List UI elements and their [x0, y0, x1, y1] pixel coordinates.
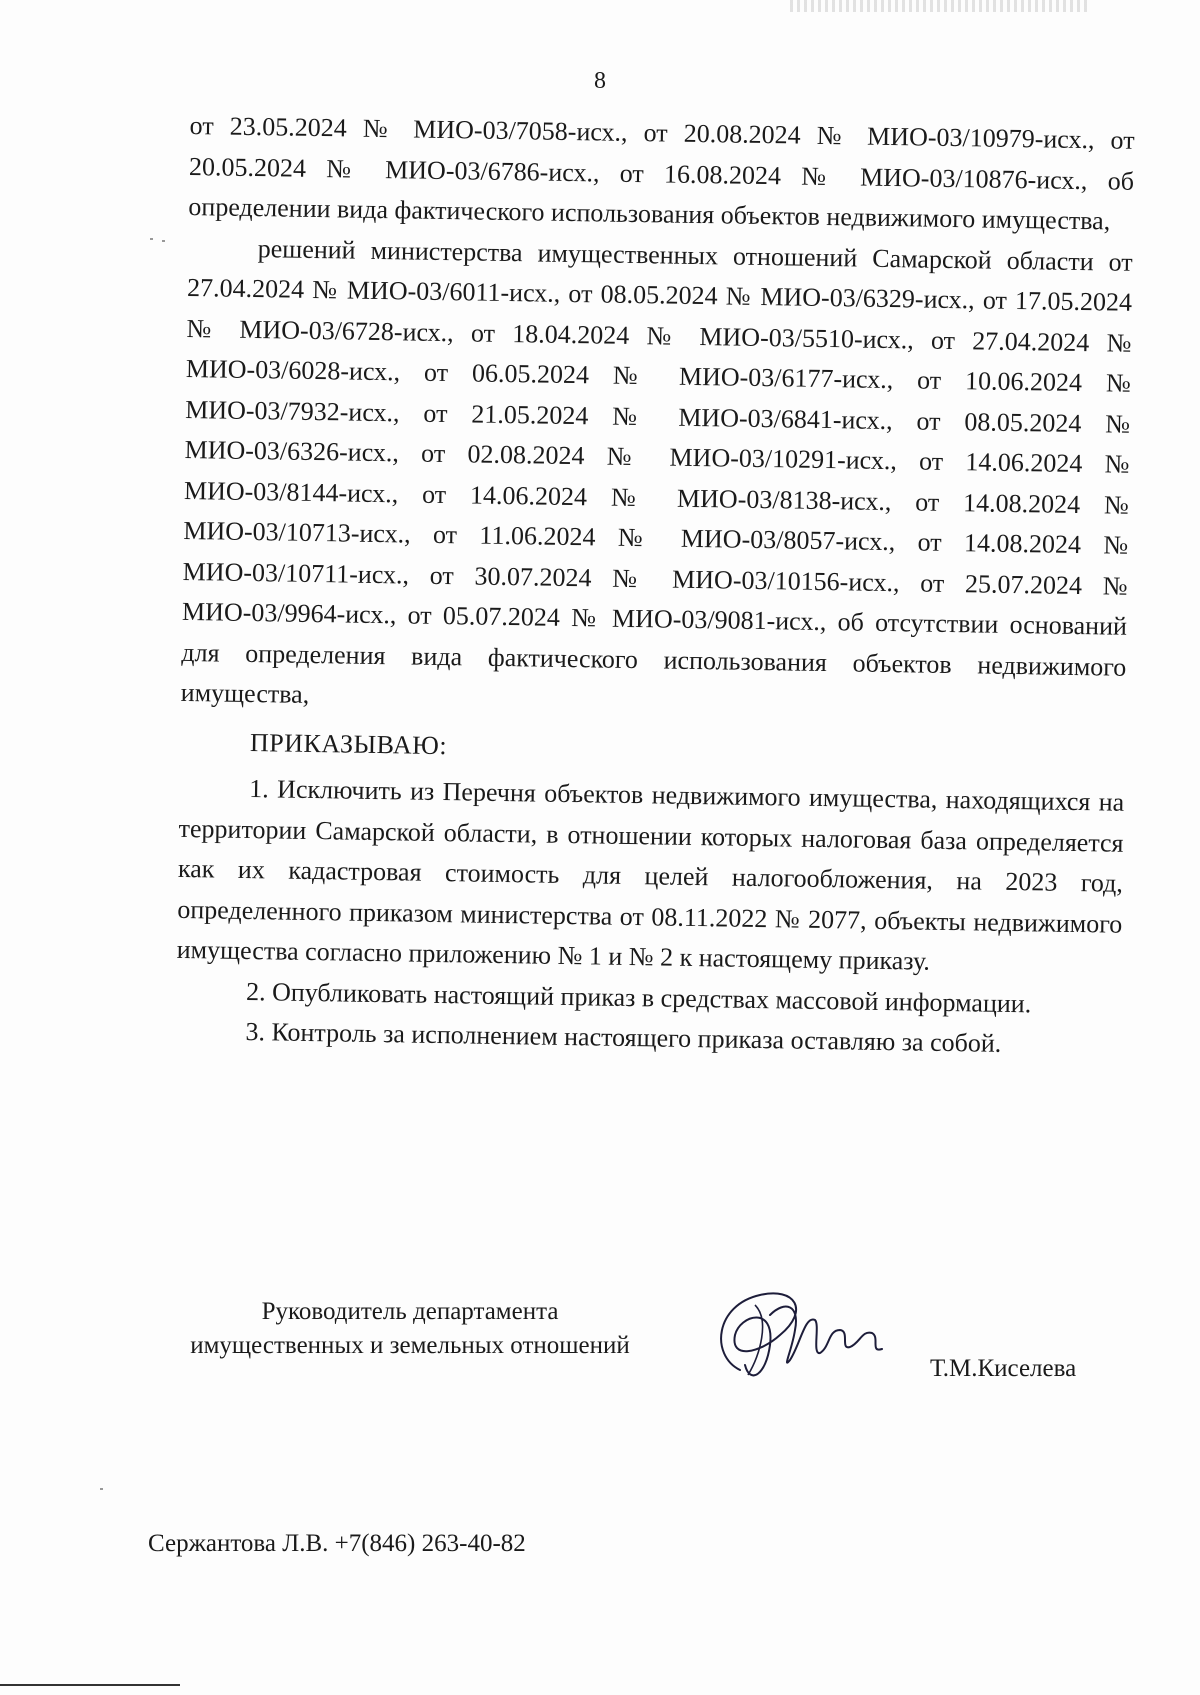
- signatory-title-line: имущественных и земельных отношений: [190, 1332, 630, 1359]
- paragraph-letters: от 23.05.2024 № МИО-03/7058-исх., от 20.08.2024 № МИО-03/10979-исх., от 20.05.2024 № МИО-03/6786-исх., от 16.08.2024 № МИО-03/10876-исх., об определении вида фактического использования объектов недвижимого имущества,: [188, 110, 1135, 236]
- item-number: 1.: [249, 774, 270, 804]
- signatory-name: Т.М.Киселева: [930, 1355, 1077, 1382]
- scan-artifact: [790, 0, 1090, 12]
- item-text: Опубликовать настоящий приказ в средствах массовой информации.: [271, 976, 1032, 1018]
- item-text: Контроль за исполнением настоящего приказа оставляю за собой.: [271, 1017, 1002, 1058]
- signature-block: [0, 1295, 1200, 1425]
- page-number: 8: [594, 68, 606, 94]
- handwritten-signature: [700, 1275, 900, 1405]
- contact-line: Сержантова Л.В. +7(846) 263-40-82: [148, 1530, 526, 1557]
- signatory-title: [150, 1295, 670, 1363]
- scan-edge-line: [0, 1684, 180, 1686]
- signatory-title-line: Руководитель департамента: [261, 1298, 559, 1325]
- scan-speck: [162, 240, 165, 242]
- scan-speck: [150, 238, 153, 240]
- order-word: ПРИКАЗЫВАЮ:: [249, 727, 448, 760]
- item-number: 3.: [245, 1016, 266, 1047]
- order-item: [176, 768, 1124, 985]
- item-number: 2.: [245, 976, 266, 1006]
- document-body: [175, 106, 1135, 1066]
- item-text: Исключить из Перечня объектов недвижимого имущества, находящихся на территории Самарской области, в отношении которых налоговая база определяется как их кадастровая стоимость для целей налогообложения, на 2023 год, определенного приказом министерства от 08.11.2022 № 2077, объекты недвижимого имущества согласно приложению № 1 и № 2 к настоящему приказу.: [176, 774, 1125, 976]
- paragraph-decisions: решений министерства имущественных отношений Самарской области от 27.04.2024 № МИО-03/6011-исх., от 08.05.2024 № МИО-03/6329-исх., от 17.05.2024 № МИО-03/6728-исх., от 18.04.2024 № МИО-03/5510-исх., от 27.04.2024 № МИО-03/6028-исх., от 06.05.2024 № МИО-03/6177-исх., от 10.06.2024 № МИО-03/7932-исх., от 21.05.2024 № МИО-03/6841-исх., от 08.05.2024 № МИО-03/6326-исх., от 02.08.2024 № МИО-03/10291-исх., от 14.06.2024 № МИО-03/8144-исх., от 14.06.2024 № МИО-03/8138-исх., от 14.08.2024 № МИО-03/10713-исх., от 11.06.2024 № МИО-03/8057-исх., от 14.08.2024 № МИО-03/10711-исх., от 30.07.2024 № МИО-03/10156-исх., от 25.07.2024 № МИО-03/9964-исх., от 05.07.2024 № МИО-03/9081-исх., об отсутствии оснований для определения вида фактического использования объектов недвижимого имущества,: [180, 233, 1133, 709]
- scan-speck: [100, 1488, 103, 1490]
